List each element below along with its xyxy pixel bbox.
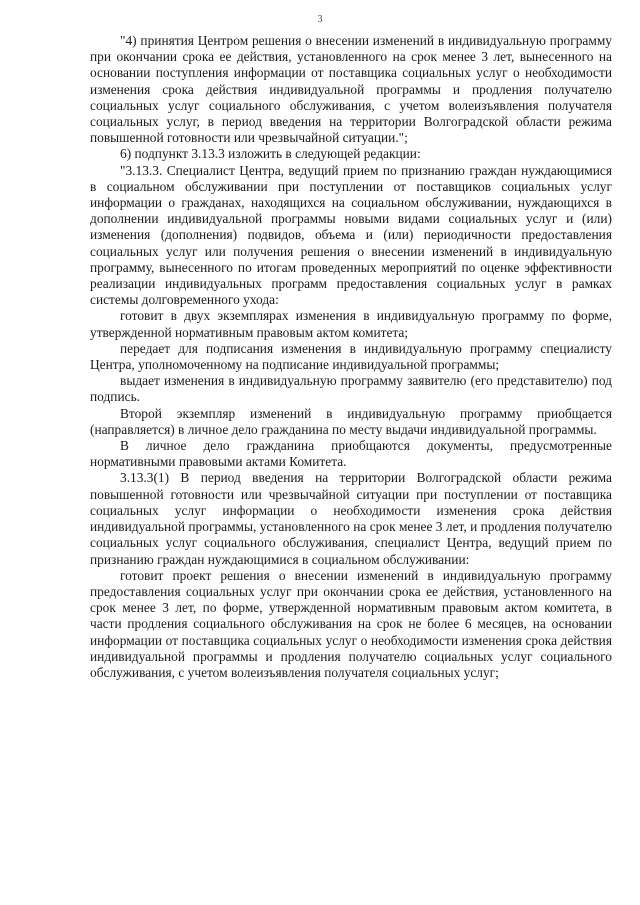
paragraph-item-4: "4) принятия Центром решения о внесении изменений в индивидуальную программу при окончании срока ее действия, установленного на срок менее 3 лет, вынесенного на основании поступления информации от поставщика социальных услуг о необходимости изменения срока действия индивидуальной программы и продления получателю социальных услуг социального обслуживания, с учетом волеизъявления получателя социальных услуг, в период введения на территории Волгоградской области режима повышенной готовности или чрезвычайной ситуации."; [90, 33, 612, 146]
paragraph-second-copy: Второй экземпляр изменений в индивидуальную программу приобщается (направляется) в личное дело гражданина по месту выдачи индивидуальной программы. [90, 405, 612, 437]
paragraph-subpoint-6: 6) подпункт 3.13.3 изложить в следующей редакции: [120, 146, 421, 162]
paragraph-3-13-3: "3.13.3. Специалист Центра, ведущий прием по признанию граждан нуждающимися в социальном обслуживании при поступлении от поставщиков социальных услуг информации о гражданах, находящихся на социальном обслуживании, нуждающихся в дополнении индивидуальной программы новыми видами социальных услуг и (или) изменения (дополнения) подвидов, объема и (или) периодичности предоставления социальных услуг или получения решения о внесении изменений в индивидуальную программу, вынесенного по итогам проведенных мероприятий по оценке эффективности реализации индивидуальных программ предоставления социальных услуг в рамках системы долговременного ухода: [90, 162, 612, 308]
paragraph-transfers-for-signing: передает для подписания изменения в индивидуальную программу специалисту Центра, уполномоченному на подписание индивидуальной программы; [90, 340, 612, 373]
paragraph-prepares-copies: готовит в двух экземплярах изменения в индивидуальную программу по форме, утвержденной нормативным правовым актом комитета; [90, 308, 612, 340]
document-body [90, 33, 612, 681]
paragraph-3-13-3-1: 3.13.3(1) В период введения на территории Волгоградской области режима повышенной готовности или чрезвычайной ситуации при поступлении от поставщика социальных услуг информации о необходимости изменения срока действия индивидуальной программы, установленного на срок менее 3 лет, и продления получателю социальных услуг социального обслуживания, специалист Центра, ведущий прием по признанию граждан нуждающимися в социальном обслуживании: [90, 470, 612, 567]
paragraph-issues-to-applicant: выдает изменения в индивидуальную программу заявителю (его представителю) под подпись. [90, 373, 612, 405]
page-number: 3 [317, 14, 323, 25]
paragraph-personal-file: В личное дело гражданина приобщаются документы, предусмотренные нормативными правовыми актами Комитета. [90, 438, 612, 470]
paragraph-prepares-draft-decision: готовит проект решения о внесении изменений в индивидуальную программу предоставления социальных услуг при окончании срока ее действия, установленного на срок менее 3 лет, по форме, утвержденной нормативным правовым актом комитета, в части продления социального обслуживания на срок не более 6 месяцев, на основании информации от поставщика социальных услуг о необходимости изменения срока действия индивидуальной программы и продления получателю социальных услуг социального обслуживания, с учетом волеизъявления получателя социальных услуг; [90, 567, 612, 680]
